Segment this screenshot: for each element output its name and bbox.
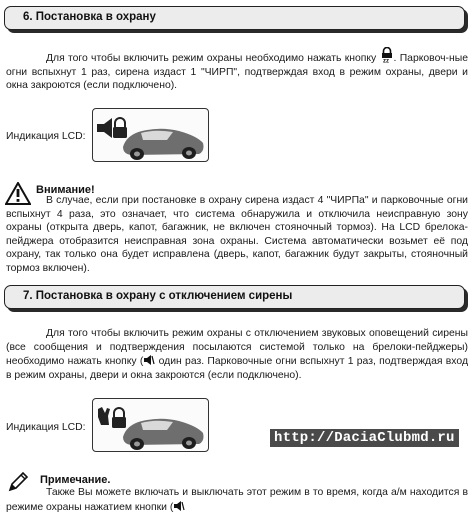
section-6-header — [4, 6, 465, 30]
car-icon — [123, 419, 204, 450]
lock-button-icon — [380, 47, 394, 63]
warning-title: Внимание! — [36, 184, 95, 196]
section-6-lcd-display — [92, 108, 209, 162]
section-6-title: 6. Постановка в охрану — [23, 11, 156, 23]
note-paragraph — [6, 486, 468, 514]
section-6-paragraph — [6, 47, 468, 93]
section-7-text-1: Для того чтобы включить режим охраны с отключением звуковых оповещений сирены (все сообщения и подтверждения посылаются системой только на брелоки-пейджеры) необходимо нажать кнопку ( — [6, 328, 468, 368]
padlock-icon — [113, 118, 127, 138]
section-6-text-1: Для того чтобы включить режим охраны необходимо нажать кнопку — [46, 53, 377, 64]
warning-paragraph — [6, 194, 468, 276]
padlock-icon — [112, 408, 126, 428]
section-6-text-2: . Парковоч-ные огни вспыхнут 1 раз, сирена издаст 1 "ЧИРП", подтверждая вход в режим охраны, двери и окна закроются (если подключено). — [6, 53, 468, 92]
section-7-paragraph — [6, 327, 468, 382]
svg-text:zz: zz — [382, 58, 389, 63]
warning-text: В случае, если при постановке в охрану сирена издаст 4 "ЧИРПа" и парковочные огни вспыхнут 4 раза, это означает, что система обнаружила и отключила неисправную зону охраны (открыта дверь, капот, багажник, не включен стояночный тормоз). На LCD брелока-пейджера отобразится неисправная зона охраны. Система автоматически возьмет её под охрану, так только она будет исправлена (дверь, капот, багажник будут закрыты, стояночный тормоз включен). — [6, 195, 468, 274]
mute-icon — [143, 354, 155, 366]
watermark-url: http://DaciaClubmd.ru — [270, 429, 459, 447]
note-title: Примечание. — [40, 474, 111, 486]
car-icon — [123, 129, 204, 160]
section-7-header — [4, 285, 465, 309]
mute-icon — [173, 500, 185, 512]
section-7-title: 7. Постановка в охрану с отключением сирены — [23, 290, 293, 302]
section-7-lcd-display — [92, 398, 209, 452]
hand-icon — [98, 407, 110, 425]
section-7-lcd-label: Индикация LCD: — [6, 422, 86, 433]
note-text: Также Вы можете включать и выключать этот режим в то время, когда а/м находится в режиме охраны нажатием кнопки ( — [6, 487, 468, 513]
section-7-text-2: один раз. Парковочные огни вспыхнут 1 раз, подтверждая вход в режим охраны, двери и окна закроются (если подключено). — [6, 356, 469, 381]
section-6-lcd-label: Индикация LCD: — [6, 131, 86, 142]
horn-icon — [97, 118, 112, 138]
